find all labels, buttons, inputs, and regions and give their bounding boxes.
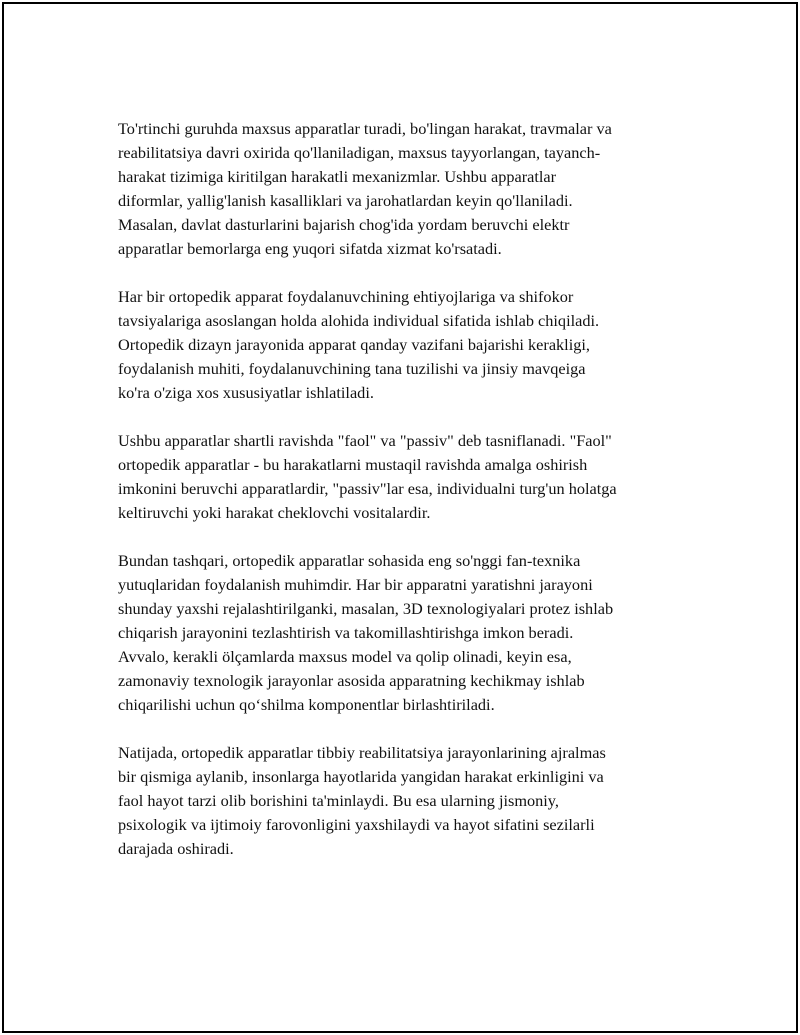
document-body [118,117,693,885]
text-line: bir qismiga aylanib, insonlarga hayotlarida yangidan harakat erkinligini va [118,767,604,786]
text-line: zamonaviy texnologik jarayonlar asosida apparatning kechikmay ishlab [118,671,585,690]
paragraph-5 [118,741,693,861]
text-line: Har bir ortopedik apparat foydalanuvchining ehtiyojlariga va shifokor [118,287,574,306]
text-line: ortopedik apparatlar - bu harakatlarni mustaqil ravishda amalga oshirish [118,455,588,474]
text-line: ko'ra o'ziga xos xususiyatlar ishlatiladi. [118,383,374,402]
text-line: chiqarilishi uchun qo‘shilma komponentlar birlashtiriladi. [118,695,495,714]
text-line: Bundan tashqari, ortopedik apparatlar sohasida eng so'nggi fan-texnika [118,551,581,570]
text-line: harakat tizimiga kiritilgan harakatli mexanizmlar. Ushbu apparatlar [118,167,557,186]
text-line: Ortopedik dizayn jarayonida apparat qanday vazifani bajarishi kerakligi, [118,335,590,354]
text-line: Natijada, ortopedik apparatlar tibbiy reabilitatsiya jarayonlarining ajralmas [118,743,606,762]
text-line: yutuqlaridan foydalanish muhimdir. Har bir apparatni yaratishni jarayoni [118,575,593,594]
paragraph-3 [118,429,693,525]
text-line: apparatlar bemorlarga eng yuqori sifatda xizmat ko'rsatadi. [118,239,502,258]
text-line: diformlar, yallig'lanish kasalliklari va jarohatlardan keyin qo'llaniladi. [118,191,573,210]
text-line: To'rtinchi guruhda maxsus apparatlar turadi, bo'lingan harakat, travmalar va [118,119,612,138]
text-line: chiqarish jarayonini tezlashtirish va takomillashtirishga imkon beradi. [118,623,574,642]
text-line: Ushbu apparatlar shartli ravishda "faol" va "passiv" deb tasniflanadi. "Faol" [118,431,612,450]
text-line: reabilitatsiya davri oxirida qo'llaniladigan, maxsus tayyorlangan, tayanch- [118,143,601,162]
text-line: tavsiyalariga asoslangan holda alohida individual sifatida ishlab chiqiladi. [118,311,600,330]
text-line: Avvalo, kerakli ölçamlarda maxsus model va qolip olinadi, keyin esa, [118,647,572,666]
text-line: darajada oshiradi. [118,839,234,858]
paragraph-2 [118,285,693,405]
text-line: keltiruvchi yoki harakat cheklovchi vositalardir. [118,503,431,522]
text-line: foydalanish muhiti, foydalanuvchining tana tuzilishi va jinsiy mavqeiga [118,359,586,378]
paragraph-1 [118,117,693,261]
text-line: shunday yaxshi rejalashtirilganki, masalan, 3D texnologiyalari protez ishlab [118,599,614,618]
text-line: psixologik va ijtimoiy farovonligini yaxshilaydi va hayot sifatini sezilarli [118,815,595,834]
text-line: imkonini beruvchi apparatlardir, "passiv"lar esa, individualni turg'un holatga [118,479,617,498]
text-line: Masalan, davlat dasturlarini bajarish chog'ida yordam beruvchi elektr [118,215,570,234]
text-line: faol hayot tarzi olib borishini ta'minlaydi. Bu esa ularning jismoniy, [118,791,559,810]
paragraph-4 [118,549,693,717]
